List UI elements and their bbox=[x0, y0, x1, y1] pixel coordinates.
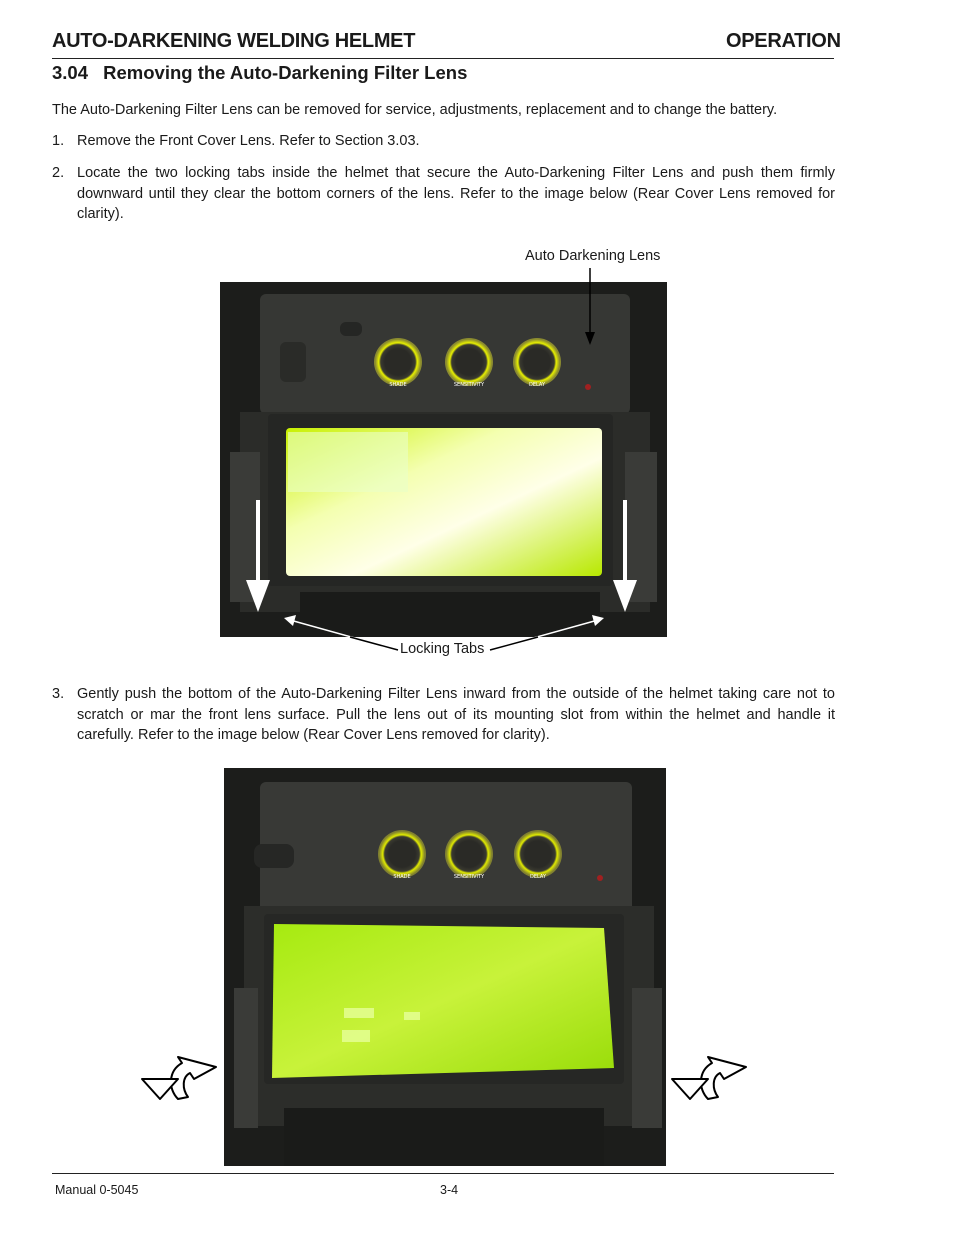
step-1 bbox=[52, 131, 835, 152]
section-number: 3.04 bbox=[52, 62, 89, 83]
step-2-number: 2. bbox=[52, 165, 65, 181]
header-rule bbox=[52, 58, 834, 59]
step-3-number: 3. bbox=[52, 686, 65, 702]
callout-locking-tabs: Locking Tabs bbox=[400, 641, 485, 657]
knob-label-shade: SHADE bbox=[389, 382, 407, 388]
running-header-chapter: OPERATION bbox=[726, 30, 841, 52]
helmet-interior-illustration bbox=[220, 282, 667, 637]
knob-label-delay: DELAY bbox=[529, 382, 545, 388]
knob-label-shade-2: SHADE bbox=[393, 874, 411, 880]
footer-page-number: 3-4 bbox=[440, 1183, 459, 1197]
section-heading bbox=[52, 62, 467, 84]
left-rotate-arrow-icon bbox=[138, 1053, 220, 1103]
helmet-interior-illustration-2 bbox=[224, 768, 666, 1166]
intro-paragraph: The Auto-Darkening Filter Lens can be removed for service, adjustments, replacement and to change the battery. bbox=[52, 102, 778, 118]
footer-manual-number: Manual 0-5045 bbox=[55, 1183, 139, 1197]
section-title: Removing the Auto-Darkening Filter Lens bbox=[103, 62, 468, 83]
figure-locking-tabs-photo bbox=[220, 282, 667, 637]
callout-auto-darkening-lens: Auto Darkening Lens bbox=[525, 248, 661, 264]
knob-label-sensitivity: SENSITIVITY bbox=[453, 382, 485, 388]
step-1-text: Remove the Front Cover Lens. Refer to Section 3.03. bbox=[77, 133, 420, 149]
step-2 bbox=[52, 163, 835, 225]
running-header-title: AUTO-DARKENING WELDING HELMET bbox=[52, 30, 416, 52]
right-rotate-arrow-icon bbox=[668, 1053, 750, 1103]
figure-lens-removal-photo bbox=[224, 768, 666, 1166]
knob-label-delay-2: DELAY bbox=[530, 874, 546, 880]
step-3-text: Gently push the bottom of the Auto-Darkening Filter Lens inward from the outside of the helmet taking care not to scratch or mar the front lens surface. Pull the lens out of its mounting slot from within the helmet and handle it carefully. Refer to the image below (Rear Cover Lens removed for clarity). bbox=[77, 686, 835, 743]
knob-label-sensitivity-2: SENSITIVITY bbox=[453, 874, 485, 880]
step-2-text: Locate the two locking tabs inside the helmet that secure the Auto-Darkening Filter Lens and push them firmly downward until they clear the bottom corners of the lens. Refer to the image below (Rear Cover Lens removed for clarity). bbox=[77, 165, 835, 222]
step-1-number: 1. bbox=[52, 133, 65, 149]
footer-rule bbox=[52, 1173, 834, 1174]
step-3 bbox=[52, 684, 835, 746]
